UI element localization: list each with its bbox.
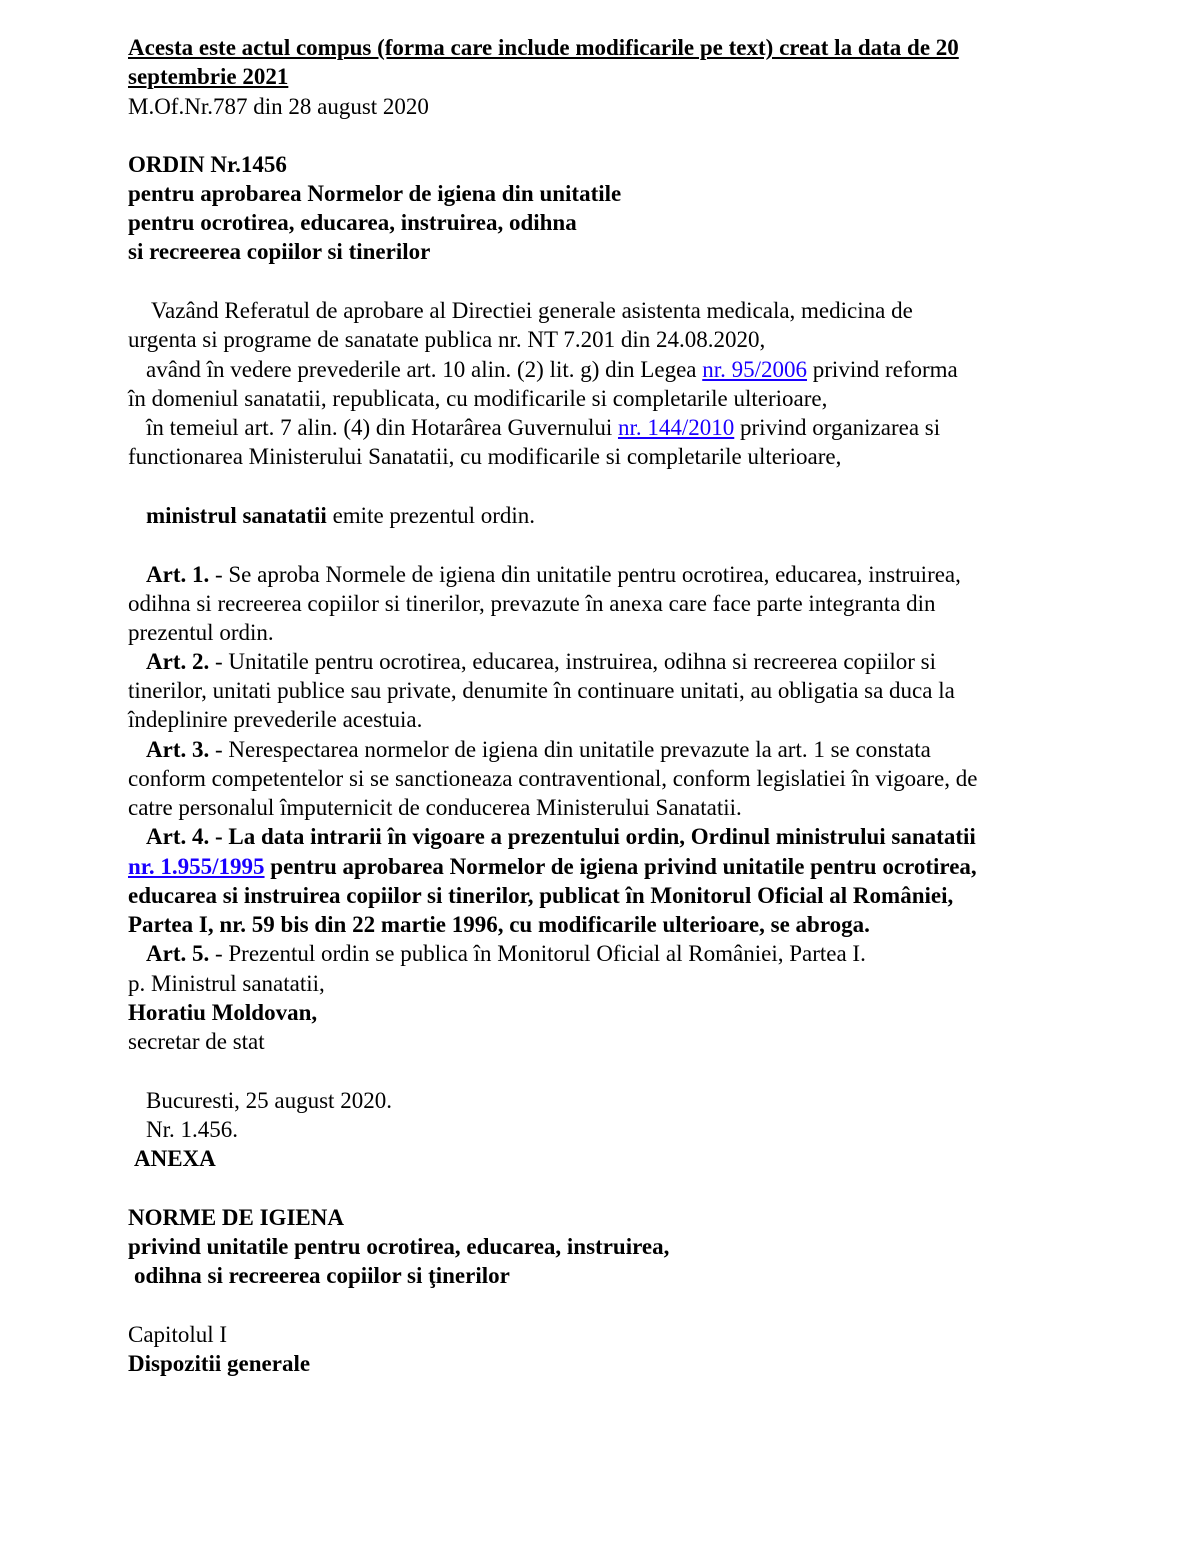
- article-text: pentru aprobarea Normelor de igiena privind unitatile pentru ocrotirea,: [264, 854, 977, 879]
- preamble-line: [146, 413, 940, 442]
- article-line: tinerilor, unitati publice sau private, denumite în continuare unitati, au obligatia sa duca la: [128, 678, 955, 703]
- article-3: [146, 735, 931, 764]
- chapter-heading: Capitolul I: [128, 1322, 228, 1347]
- preamble-line: urgenta si programe de sanatate publica nr. NT 7.201 din 24.08.2020,: [128, 327, 766, 352]
- signatory-name: Horatiu Moldovan,: [128, 1000, 318, 1025]
- article-line: conform competentelor si se sanctioneaza contraventional, conform legislatiei în vigoare, de: [128, 766, 978, 791]
- article-line: Partea I, nr. 59 bis din 22 martie 1996, cu modificarile ulterioare, se abroga.: [128, 912, 870, 937]
- article-line: prezentul ordin.: [128, 620, 274, 645]
- preamble-line: Vazând Referatul de aprobare al Directiei generale asistenta medicala, medicina de: [151, 298, 913, 323]
- article-4: [146, 822, 976, 851]
- article-label: Art. 3.: [146, 737, 210, 762]
- article-line: [128, 852, 977, 881]
- article-line: catre personalul împuternicit de conducerea Ministerului Sanatatii.: [128, 795, 742, 820]
- preamble-text: în temeiul art. 7 alin. (4) din Hotarârea Guvernului: [146, 415, 618, 440]
- signature-for: p. Ministrul sanatatii,: [128, 971, 325, 996]
- article-text: - Se aproba Normele de igiena din unitatile pentru ocrotirea, educarea, instruirea,: [209, 562, 961, 587]
- preamble-text: privind reforma: [807, 357, 958, 382]
- law-95-2006-link[interactable]: nr. 95/2006: [702, 357, 808, 382]
- article-line: îndeplinire prevederile acestuia.: [128, 707, 423, 732]
- article-label: Art. 4.: [146, 824, 210, 849]
- article-2: [146, 647, 936, 676]
- preamble-line: [146, 355, 958, 384]
- order-1955-1995-link[interactable]: nr. 1.955/1995: [128, 854, 265, 879]
- preamble-line: functionarea Ministerului Sanatatii, cu modificarile si completarile ulterioare,: [128, 444, 842, 469]
- issuing-text: emite prezentul ordin.: [326, 503, 536, 528]
- signatory-role: secretar de stat: [128, 1029, 265, 1054]
- article-text: - La data intrarii în vigoare a prezentului ordin, Ordinul ministrului sanatatii: [209, 824, 976, 849]
- article-text: - Unitatile pentru ocrotirea, educarea, instruirea, odihna si recreerea copiilor si: [209, 649, 936, 674]
- article-label: Art. 2.: [146, 649, 210, 674]
- article-text: - Prezentul ordin se publica în Monitorul Oficial al României, Partea I.: [209, 941, 866, 966]
- annex-subtitle-line: odihna si recreerea copiilor si ţinerilor: [134, 1263, 510, 1288]
- order-title-line: pentru aprobarea Normelor de igiena din unitatile: [128, 181, 622, 206]
- article-label: Art. 1.: [146, 562, 210, 587]
- place-date: Bucuresti, 25 august 2020.: [146, 1088, 392, 1113]
- article-line: educarea si instruirea copiilor si tinerilor, publicat în Monitorul Oficial al României,: [128, 883, 954, 908]
- annex-label: ANEXA: [134, 1146, 216, 1171]
- order-number-footer: Nr. 1.456.: [146, 1117, 238, 1142]
- compiled-act-notice: Acesta este actul compus (forma care include modificarile pe text) creat la data de 20: [128, 35, 959, 60]
- compiled-act-date: septembrie 2021: [128, 64, 289, 89]
- issuing-clause: [146, 501, 535, 530]
- chapter-title: Dispozitii generale: [128, 1351, 311, 1376]
- hg-144-2010-link[interactable]: nr. 144/2010: [617, 415, 735, 440]
- article-text: - Nerespectarea normelor de igiena din unitatile prevazute la art. 1 se constata: [209, 737, 931, 762]
- issuer: ministrul sanatatii: [146, 503, 327, 528]
- order-title-line: pentru ocrotirea, educarea, instruirea, odihna: [128, 210, 577, 235]
- official-gazette-ref: M.Of.Nr.787 din 28 august 2020: [128, 94, 429, 119]
- order-number: ORDIN Nr.1456: [128, 152, 287, 177]
- annex-title: NORME DE IGIENA: [128, 1205, 344, 1230]
- preamble-line: în domeniul sanatatii, republicata, cu modificarile si completarile ulterioare,: [128, 386, 828, 411]
- annex-subtitle-line: privind unitatile pentru ocrotirea, educarea, instruirea,: [128, 1234, 670, 1259]
- article-label: Art. 5.: [146, 941, 210, 966]
- preamble-text: având în vedere prevederile art. 10 alin. (2) lit. g) din Legea: [146, 357, 703, 382]
- article-5: [146, 939, 866, 968]
- preamble-text: privind organizarea si: [734, 415, 941, 440]
- order-title-line: si recreerea copiilor si tinerilor: [128, 239, 431, 264]
- article-1: [146, 560, 961, 589]
- article-line: odihna si recreerea copiilor si tinerilor, prevazute în anexa care face parte integranta din: [128, 591, 936, 616]
